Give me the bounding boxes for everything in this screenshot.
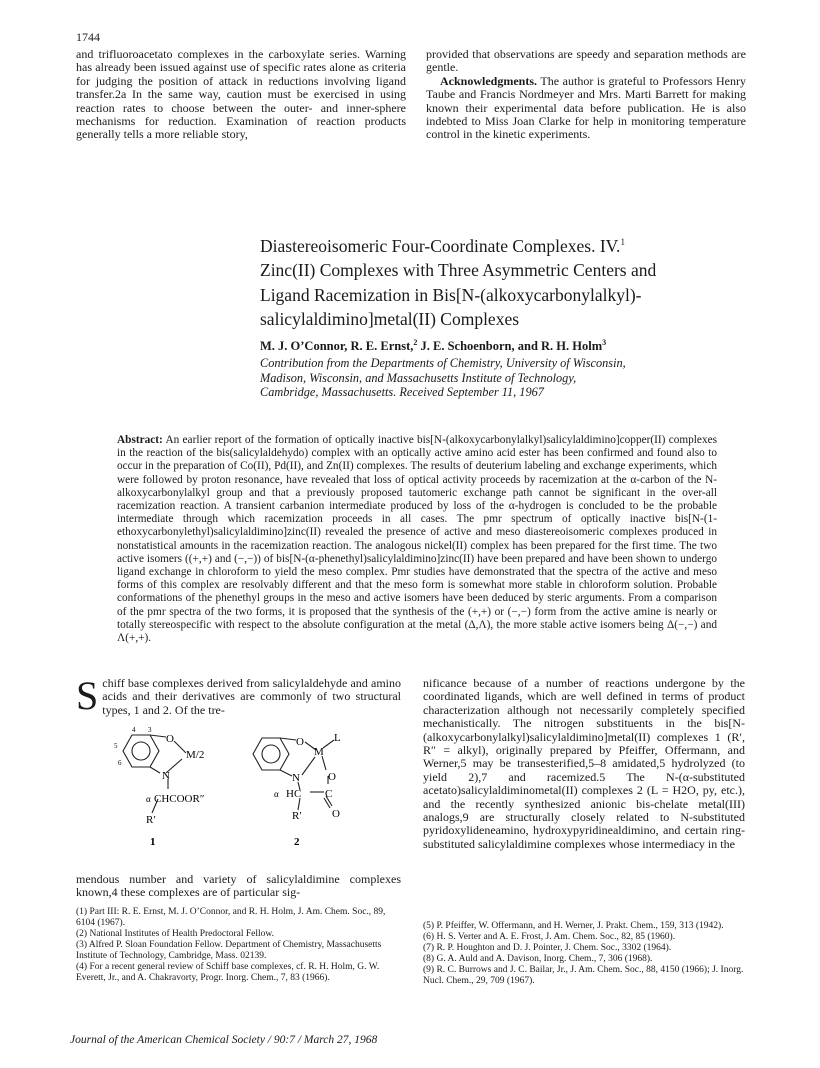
atom-m: M/2 (186, 749, 205, 761)
top-right-column (426, 48, 746, 142)
footnotes-left (76, 907, 401, 984)
acknowledgments-heading: Acknowledgments. (440, 73, 538, 88)
atom-o: O (328, 771, 336, 783)
atom-o: O (296, 736, 304, 748)
footnote: (9) R. C. Burrows and J. C. Bailar, Jr., J. Am. Chem. Soc., 88, 4150 (1966); J. Inorg. Nucl. Chem., 29, 709 (1967). (423, 965, 744, 986)
article-title (260, 230, 720, 332)
alpha-label: α (146, 794, 151, 804)
title-line: Diastereoisomeric Four-Coordinate Complexes. IV.$^1$ (260, 235, 625, 256)
ring-position-3: 3 (148, 726, 152, 734)
footnote: (5) P. Pfeiffer, W. Offermann, and H. Werner, J. Prakt. Chem., 159, 313 (1942). (423, 921, 724, 931)
body-left-column (76, 673, 401, 718)
atom-n: N (162, 770, 170, 782)
title-line: Zinc(II) Complexes with Three Asymmetric Centers and (260, 260, 657, 281)
footnotes-right (423, 921, 745, 987)
atom-l: L (334, 732, 341, 744)
acknowledgments-body: The author is grateful to Professors Henry Taube and Francis Nordmeyer and Mrs. Marti Barrett for making known their experimental data before publication. He is also indebted to Miss Joan Clarke for help in monitoring temperature control in the kinetic experiments. (426, 73, 746, 142)
drop-cap: S (76, 673, 99, 718)
paragraph: mendous number and variety of salicylaldimine complexes known,4 these complexes are of particular sig- (76, 872, 401, 900)
footnote: (3) Alfred P. Sloan Foundation Fellow. Department of Chemistry, Massachusetts Institute of Technology, Cambridge, Mass. 02139. (76, 940, 382, 961)
atom-hc: HC (286, 788, 302, 800)
abstract-text: An earlier report of the formation of optically inactive bis[N-(alkoxycarbonylalkyl)salicylaldimino]copper(II) complexes in the reaction of the bis(salicylaldehydo) complex with an optically active amino acid ester has been confirmed and found also to occur in the preparation of Co(II), Pd(II), and Zn(II) complexes. The results of deuterium labeling and exchange experiments, which were followed by proton resonance, have revealed that loss of optical activity proceeds by racemization at the α-carbon of the N-alkoxycarbonylalkyl group and that a previously proposed tautomeric exchange path cannot be significant in the over-all racemization reaction. A transient carbanion intermediate produced by loss of the α-hydrogen is concluded to be the probable intermediate through which racemization proceeds in all cases. The pmr spectrum of optically inactive bis[N-(1-ethoxycarbonylethyl)salicylaldimino]zinc(II) revealed the presence of active and meso diastereoisomeric complexes produced in nonstatistical amounts in the racemization reaction. The analogous nickel(II) complex has been prepared for the first time. The two active isomers ((+,+) and (−,−)) of bis[N-(α-phenethyl)salicylaldimino]zinc(II) have been prepared and have been shown to undergo ligand exchange in chloroform to yield the meso complex. Pmr studies have demonstrated that the spectra of the active and meso forms of this complex are resolvably different and that the meso form is somewhat more stable in chloroform solution. Probable conformations of the phenethyl groups in the meso and active isomers have been deduced by steric arguments. From a comparison of the pmr spectra of the two forms, it is proposed that the synthesis of the (+,+) or (−,−) form from the active amine is nearly or totally stereospecific with respect to the absolute configuration at the metal (Δ,Λ), the more stable active isomers being Δ(−,−) and Λ(+,+). (117, 434, 718, 645)
footnote: (2) National Institutes of Health Predoctoral Fellow. (76, 929, 275, 939)
atom-m: M (314, 746, 324, 758)
alpha-label: α (274, 789, 279, 799)
intro-paragraph: Schiff base complexes derived from salicylaldehyde and amino acids and their derivatives are commonly of two structural types, 1 and 2. Of the tre- (76, 673, 401, 718)
structure-2-diagram (248, 730, 398, 864)
abstract (117, 434, 717, 645)
atom-c: C (325, 788, 333, 800)
atom-o: O (166, 733, 174, 745)
paragraph: provided that observations are speedy and separation methods are gentle. (426, 47, 746, 75)
atom-r: R′ (292, 810, 302, 822)
footnote: (1) Part III: R. E. Ernst, M. J. O’Connor, and R. H. Holm, J. Am. Chem. Soc., 89, 6104 (1967). (76, 907, 386, 928)
paragraph: nificance because of a number of reactions undergone by the coordinated ligands, which are well defined in terms of product characterization although not necessarily completely specified mechanistically. The nitrogen substituents in the bis[N-(alkoxycarbonylalkyl)salicylaldimino]metal(II) complexes 1 (R′, R″ = alkyl), originally prepared by Pfeiffer, Offermann, and Werner,5 may be transesterified,5–8 amidated,5 hydrolyzed (to yield 2),7 and racemized.5 The N-(α-substituted acetato)salicylaldiminometal(II) complexes 2 (L = H2O, py, etc.), and the recently synthesized anionic bis-chelate metal(III) analogs,9 are structurally closely related to N-substituted pyridoxylideneamino, hydroxypyridinealdimino, and certain ring-substituted salicylaldimine complexes whose intermediacy in the (423, 676, 745, 851)
authors: M. J. O’Connor, R. E. Ernst,$^2$ J. E. Schoenborn, and R. H. Holm$^3$ (260, 338, 607, 354)
journal-footer: Journal of the American Chemical Society / 90:7 / March 27, 1968 (70, 1034, 378, 1046)
top-left-column (76, 48, 406, 142)
ring-position-5: 5 (114, 742, 118, 750)
footnote: (7) R. P. Houghton and D. J. Pointer, J. Chem. Soc., 3302 (1964). (423, 943, 672, 953)
body-right-column (423, 677, 745, 851)
acknowledgments (426, 75, 746, 142)
title-line: Ligand Racemization in Bis[N-(alkoxycarbonylalkyl)- (260, 284, 642, 305)
structure-label: 2 (294, 836, 300, 848)
footnote-ref: 3 (602, 338, 607, 347)
structure-label: 1 (150, 836, 156, 848)
ring-position-6: 6 (118, 759, 122, 767)
atom-n: N (292, 772, 300, 784)
footnote-ref: 2 (413, 338, 418, 347)
body-left-continuation (76, 873, 401, 900)
ester-group: CHCOOR″ (154, 793, 205, 805)
ring-position-4: 4 (132, 726, 136, 734)
footnote-ref: 1 (620, 237, 625, 247)
atom-r: R′ (146, 814, 156, 826)
page-number: 1744 (76, 30, 100, 44)
footnote: (8) G. A. Auld and A. Davison, Inorg. Chem., 7, 306 (1968). (423, 954, 653, 964)
footnote: (6) H. S. Verter and A. E. Frost, J. Am. Chem. Soc., 82, 85 (1960). (423, 932, 676, 942)
abstract-label: Abstract: (117, 434, 163, 446)
structure-1-diagram (110, 723, 260, 863)
affiliation: Contribution from the Departments of Chemistry, University of Wisconsin, Madison, Wisconsin, and Massachusetts Institute of Technology, Cambridge, Massachusetts. Received September 11, 1967 (260, 356, 626, 400)
atom-o: O (332, 808, 340, 820)
footnote: (4) For a recent general review of Schiff base complexes, cf. R. H. Holm, G. W. Everett, Jr., and A. Chakravorty, Progr. Inorg. Chem., 7, 83 (1966). (76, 962, 380, 983)
title-line: salicylaldimino]metal(II) Complexes (260, 309, 520, 330)
paragraph: and trifluoroacetato complexes in the carboxylate series. Warning has already been issued against use of specific rates alone as criteria for judging the position of attack in reductions involving ligand transfer.2a In the same way, caution must be exercised in using reaction rates to choose between the outer- and inner-sphere mechanisms for reduction. Examination of reaction products generally tells a more reliable story, (76, 47, 406, 142)
